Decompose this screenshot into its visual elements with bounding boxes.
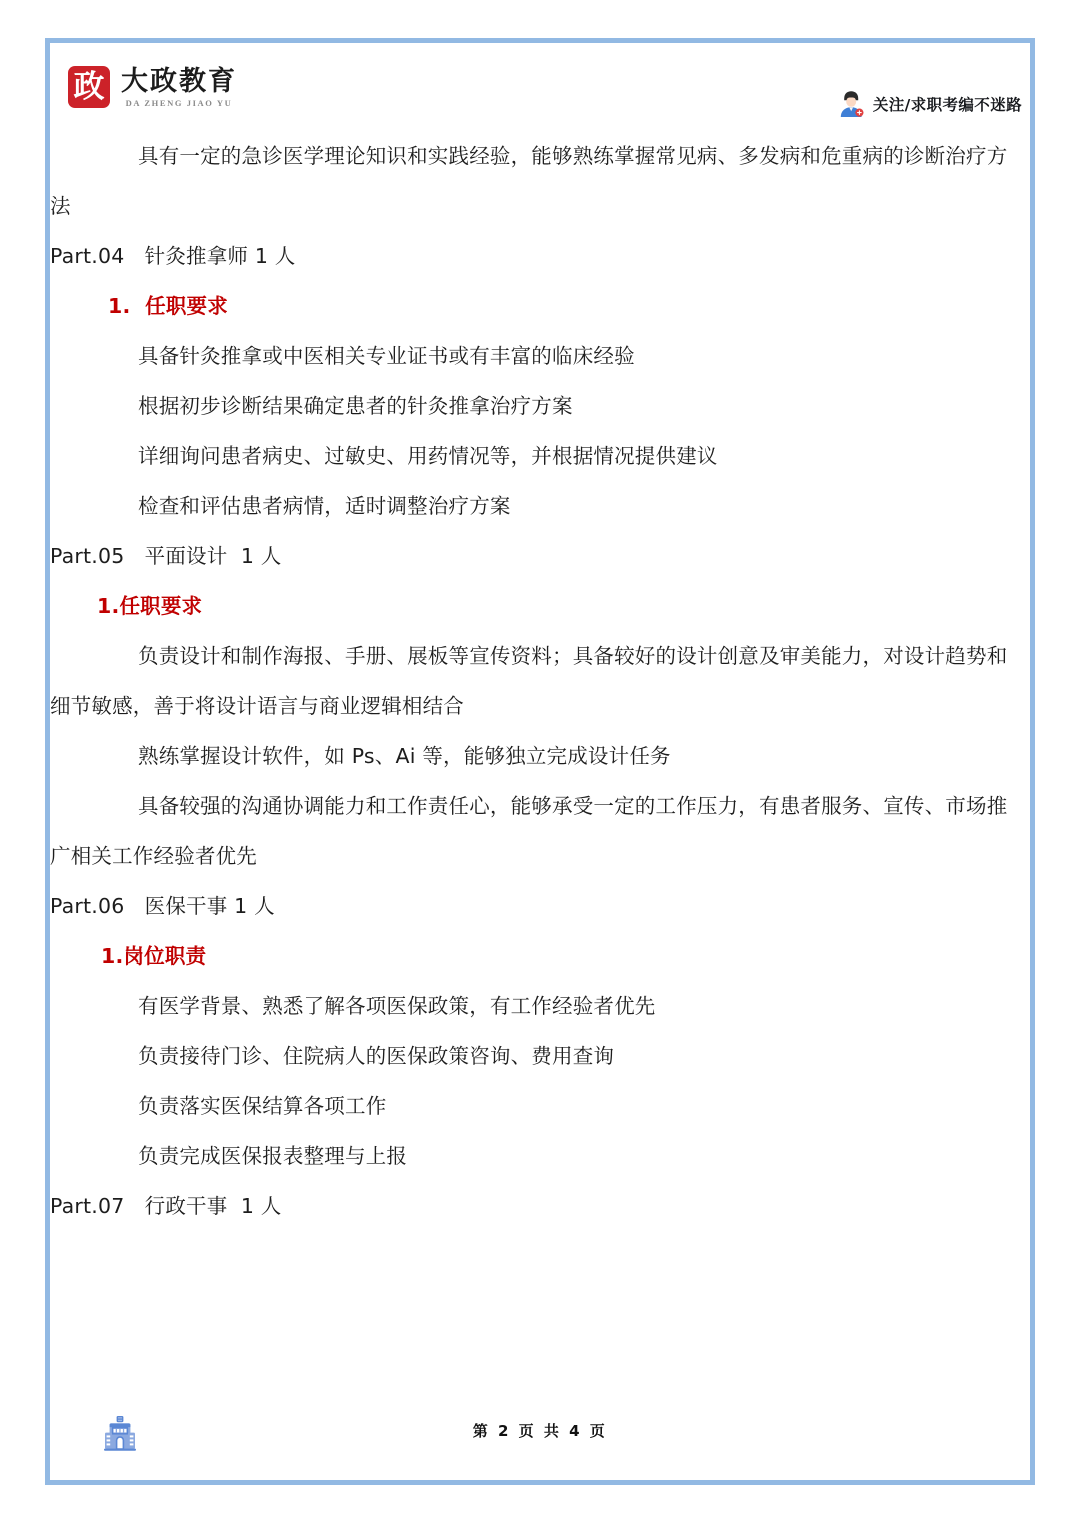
section-heading-04: 1. 任职要求: [108, 294, 228, 318]
document-body: [50, 131, 1030, 1231]
person-avatar-icon: [838, 90, 865, 118]
page-number: 第 2 页 共 4 页: [472, 1422, 608, 1440]
part-title-07: Part.07 行政干事 1 人: [50, 1194, 282, 1218]
list-item: 负责设计和制作海报、手册、展板等宣传资料；具备较好的设计创意及审美能力，对设计趋势和细节敏感，善于将设计语言与商业逻辑相结合: [50, 644, 1008, 718]
list-item: 有医学背景、熟悉了解各项医保政策，有工作经验者优先: [138, 994, 656, 1018]
list-item: 检查和评估患者病情，适时调整治疗方案: [138, 494, 511, 518]
brand-name: 大政教育: [121, 66, 237, 98]
section-heading-05: 1.任职要求: [97, 594, 203, 618]
brand-logo: [68, 66, 237, 108]
list-item: 熟练掌握设计软件，如 Ps、Ai 等，能够独立完成设计任务: [138, 744, 671, 768]
list-item: 根据初步诊断结果确定患者的针灸推拿治疗方案: [138, 394, 573, 418]
brand-pinyin: DA ZHENG JIAO YU: [125, 98, 233, 109]
list-item: 具备较强的沟通协调能力和工作责任心，能够承受一定的工作压力，有患者服务、宣传、市场推广相关工作经验者优先: [50, 794, 1008, 868]
section-heading-06: 1.岗位职责: [101, 944, 207, 968]
document-footer: [50, 1410, 1030, 1462]
list-item: 负责接待门诊、住院病人的医保政策咨询、费用查询: [138, 1044, 615, 1068]
part-title-04: Part.04 针灸推拿师 1 人: [50, 244, 296, 268]
follow-badge: [838, 90, 1022, 118]
list-item: 详细询问患者病史、过敏史、用药情况等，并根据情况提供建议: [138, 444, 718, 468]
logo-mark-icon: 政: [68, 66, 110, 108]
brand-text-block: [121, 66, 237, 108]
list-item: 具备针灸推拿或中医相关专业证书或有丰富的临床经验: [138, 344, 635, 368]
document-header: [50, 43, 1030, 131]
part-title-06: Part.06 医保干事 1 人: [50, 894, 275, 918]
list-item: 负责落实医保结算各项工作: [138, 1094, 387, 1118]
follow-text: 关注/求职考编不迷路: [872, 96, 1022, 114]
intro-paragraph: 具有一定的急诊医学理论知识和实践经验，能够熟练掌握常见病、多发病和危重病的诊断治疗方法: [50, 144, 1008, 218]
page-content-area: [50, 43, 1030, 1480]
part-title-05: Part.05 平面设计 1 人: [50, 544, 282, 568]
list-item: 负责完成医保报表整理与上报: [138, 1144, 408, 1168]
